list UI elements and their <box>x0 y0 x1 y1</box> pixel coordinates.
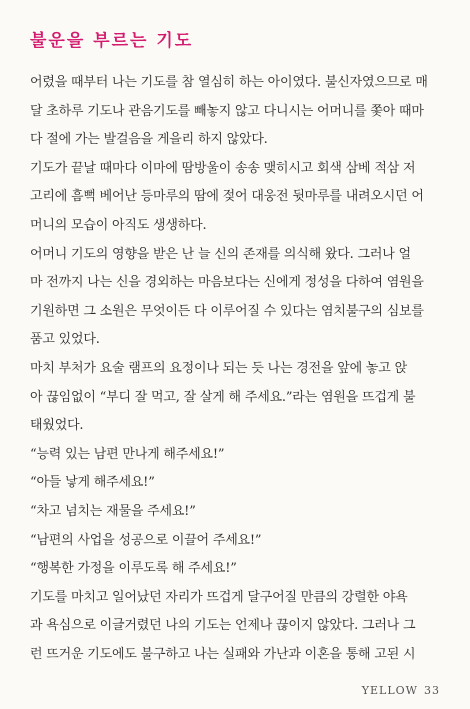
text-line: 어렸을 때부터 나는 기도를 참 열심히 하는 아이였다. 불신자였으므로 매 <box>30 75 428 90</box>
page-footer <box>362 684 440 697</box>
text-line: 머니의 모습이 아직도 생생하다. <box>30 217 207 233</box>
text-line: 품고 있었다. <box>30 332 100 348</box>
text-line: 아 끊임없이 “부디 잘 먹고, 잘 살게 해 주세요.”라는 염원을 뜨겁게 불 <box>30 389 416 405</box>
text-line: “남편의 사업을 성공으로 이끌어 주세요!” <box>30 532 262 548</box>
text-line: 기원하면 그 소원은 무엇이든 다 이루어질 수 있다는 염치불구의 심보를 <box>30 303 424 319</box>
body-text <box>30 69 440 669</box>
text-line: 고리에 흠뻑 베어난 등마루의 땀에 젖어 대웅전 뒷마루를 내려오시던 어 <box>30 189 424 205</box>
running-footer-label: YELLOW <box>361 684 418 697</box>
text-line: “아들 낳게 해주세요!” <box>30 475 155 491</box>
text-line: 다 절에 가는 발걸음을 게을리 하지 않았다. <box>30 132 268 148</box>
text-line: 런 뜨거운 기도에도 불구하고 나는 실패와 가난과 이혼을 통해 고된 시 <box>30 646 416 662</box>
text-line: 마치 부처가 요술 램프의 요정이나 되는 듯 나는 경전을 앞에 놓고 앉 <box>30 360 407 376</box>
text-line: 마 전까지 나는 신을 경외하는 마음보다는 신에게 정성을 다하여 염원을 <box>30 275 424 291</box>
text-line: 기도를 마치고 일어났던 자리가 뜨겁게 달구어질 만큼의 강렬한 야욕 <box>30 589 408 605</box>
page-title: 불운을 부르는 기도 <box>30 31 194 51</box>
text-line: 과 욕심으로 이글거렸던 나의 기도는 언제나 끊이지 않았다. 그러나 그 <box>30 618 416 634</box>
text-line: 어머니 기도의 영향을 받은 난 늘 신의 존재를 의식해 왔다. 그러나 얼 <box>30 246 411 262</box>
text-line: “능력 있는 남편 만나게 해주세요!” <box>30 446 225 462</box>
page-number: 33 <box>424 684 440 697</box>
text-line: “행복한 가정을 이루도록 해 주세요!” <box>30 561 237 577</box>
text-line: 태웠었다. <box>30 418 84 434</box>
text-line: 달 초하루 기도나 관음기도를 빼놓지 않고 다니시는 어머니를 쫓아 때마 <box>30 103 424 119</box>
text-line: 기도가 끝날 때마다 이마에 땀방울이 송송 맺히시고 회색 삼베 적삼 저 <box>30 160 416 176</box>
text-line: “차고 넘치는 재물을 주세요!” <box>30 503 196 519</box>
